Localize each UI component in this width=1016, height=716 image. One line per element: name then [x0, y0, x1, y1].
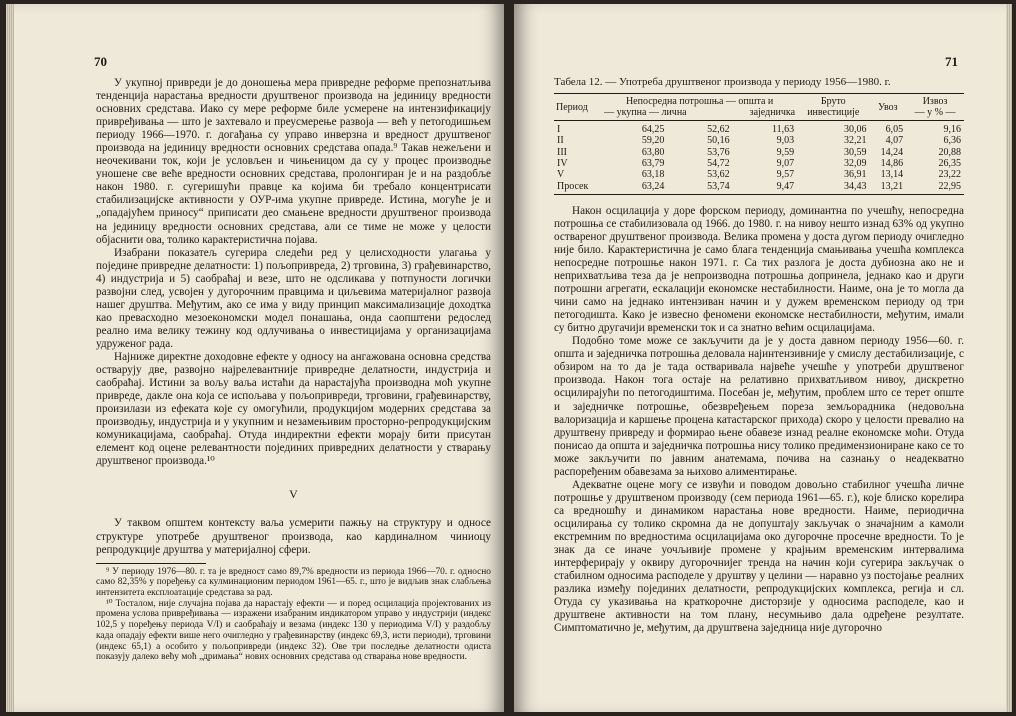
header-investment: инвестиције	[807, 107, 860, 119]
cell-export: 23,22	[938, 169, 961, 181]
cell-total: 63,18	[641, 169, 665, 181]
header-gross: Бруто	[820, 96, 846, 108]
cell-joint: 11,63	[771, 124, 795, 136]
footnote-rule	[96, 563, 206, 564]
page-number: 71	[945, 54, 958, 69]
left-page	[14, 4, 504, 712]
cell-invest: 30,59	[843, 146, 867, 158]
header-gross-investment	[797, 94, 869, 121]
cell-joint: 9,03	[776, 135, 795, 147]
cell-export: 22,95	[906, 181, 964, 195]
paragraph: Најниже директне доходовне ефекте у односу на ангажована основна средства остварују две, развојно најрелевантније привредне делатности, индустрија и саобраћај. Истини за вољу ваља истаћи да нарастајућа производна моћ укупне привреде, дакле она која се испољава у пољопривреди, трговини, грађевинарству, произилази из ефеката које су омогућили, продукцијом модерних средстава за производњу, индустрија и у укупним и незамењивим просторно-репродукцијским комуникацијама, саобраћај. Отуда индиректни ефекти морају бити присутан елемент код оцене релевантности појединих привредних делатности у стварању друштвеног производа.¹⁰	[96, 350, 491, 468]
header-export: Извоз	[922, 96, 948, 108]
cell-import: 14,86	[880, 157, 904, 169]
table-caption: Табела 12. — Употреба друштвеног производа у периоду 1956—1980. г.	[554, 76, 891, 88]
cell-personal: 52,62	[707, 124, 730, 136]
table-header-row	[554, 94, 964, 121]
cell-total: 59,20	[641, 135, 665, 147]
table-row	[554, 158, 964, 169]
cell-import: 14,24	[880, 146, 904, 158]
header-direct-top: Непосредна потрошња — општа и	[625, 96, 774, 108]
cell-export: 6,36	[943, 135, 961, 147]
cell-total: 64,25	[641, 124, 665, 136]
table-row	[554, 147, 964, 158]
cell-invest: 30,06	[843, 124, 867, 136]
paragraph: Подобно томе може се закључити да је у доста давном периоду 1956—60. г. општа и заједничка потрошња деловала најинтензивније у смислу дестабилизације, с обзиром на то да је тада остваривала највеће учешће у употреби друштвеног производа. Након тога остаје на релативно прихватљивом нивоу, дискретно осцилирајући по петогодиштима. Посебан је, међутим, проблем што се терет опште и заједничке потрошње, обезвређењем пореза земљорадника (недовољна валоризација и каршење процена катастарског прихода) скоро у целости превалио на друштвену привреду и формирао њене обавезе изнад реалне економске моћи. Отуда понисао да општа и заједничка потрошња нису толико предимензиониране како се то може закључити по јавним анатемама, почива на сазнању о неадекватно распоређеним обавезама за њихово алиментирање.	[554, 335, 964, 478]
footnote: ¹⁰ Тосталом, није случајна појава да нарастају ефекти — и поред осцилација пројектованих из промена услова привређивања — изражени изабраним индикатором управо у индустрији (индекс 102,5 у поређењу периода V/I) и саобраћају и везама (индекс 130 у периодима V/I) у раздобљу када опадају ефекти више него очигледно у грађевинарству (индекс 69,3, исти периоди), трговини (индекс 65,1) а особито у пољопривреди (индекс 32). Ове три последње делатности одиста показују далеко већу моћ „дримања“ нових основних средстава од стварања нове вредности.	[96, 598, 491, 663]
header-import: Увоз	[869, 94, 906, 121]
cell-personal: 50,16	[707, 135, 730, 147]
cell-import: 13,21	[869, 181, 906, 195]
paragraph: Изабрани показатељ сугерира следећи ред у целисходности улагања у поједине привредне делатности: 1) пољопривреда, 2) трговина, 3) грађевинарство, 4) индустрија и 5) саобраћај и везе, што не одсликава у потпуности логички развојни след, усвојен у дугорочним правцима и циљевима материјалног развоја нашег друштва. Међутим, ако се има у виду принцип максимализације доходтка као превасходно мезоекономски модел понашања, онда саопштени редослед реално има велику тежину код одлучивања о инвестицијама у организацијама удруженог рада.	[96, 246, 491, 350]
paragraph: Адекватне оцене могу се извући и поводом довољно стабилног учешћа личне потрошње у друштвеном производу (сем периода 1961—65. г.), које блиско корелира са вредношћу и динамиком нарастања нове вредности. Наиме, периодична осцилирања су толико скромна да не допуштају закључак о значајним а камоли екстремним по вредностима осцилацијама око дугорочне просечне вредности. То је знак да се иначе уочљивије промене у крајњим временским интервалима интерферирају у оквиру дугорочнијег тренда на начин који сугерира закључак о стабилном односима расподеле у друштву у целини — наравно уз постојање реалних разлика између појединих делатности, репродукцијских комплекса, регија и сл. Отуда су указивања на краткорочне дисторзије у односима расподеле, као и друштвене активности на том плану, несумњиво дала одређене резултате. Симптоматично је, међутим, да друштвена заједница није дугорочно	[554, 478, 964, 635]
header-joint: заједничка	[749, 107, 796, 119]
cell-import: 13,14	[880, 169, 904, 181]
left-page-body	[96, 77, 491, 663]
right-page-body	[554, 76, 964, 635]
cell-total: 63,79	[641, 157, 665, 169]
cell-personal: 53,76	[707, 146, 730, 158]
left-page-edge	[6, 4, 14, 712]
cell-joint: 9,59	[776, 146, 795, 158]
header-export-cell	[906, 94, 964, 121]
cell-personal: 54,72	[707, 157, 730, 169]
cell-import: 4,07	[885, 135, 904, 147]
table-row	[554, 181, 964, 195]
cell-personal: 53,62	[707, 169, 730, 181]
cell-export: 26,35	[938, 157, 961, 169]
footnote: ⁹ У периоду 1976—80. г. та је вредност само 89,7% вредности из периода 1966—70. г. односно само 82,35% у поређењу са кулминационим периодом 1961—65. г., што је видљив знак слабљења интензитета експлоатације средстава за рад.	[96, 566, 491, 598]
cell-invest: 34,43	[797, 181, 869, 195]
page-number: 70	[94, 54, 107, 69]
cell-period: I	[557, 124, 561, 136]
header-export-unit: — у % —	[914, 107, 956, 119]
section-heading: V	[289, 487, 298, 502]
cell-period: V	[557, 169, 565, 181]
table-row	[554, 135, 964, 146]
consumption-table	[554, 93, 964, 195]
right-page	[514, 4, 1006, 712]
cell-total: 63,80	[641, 146, 665, 158]
paragraph: Након осцилација у доре форском периоду, доминантна по учешћу, непосредна потрошња се стабилизовала од 1966. до 1980. г. на нивоу нешто изнад 63% од укупно оствареног друштвеног производа. Велика промена у доста дугом периоду очигледно није било. Карактеристична је само блага тенденција смањивања учешћа комплекса непосредне потрошње након 1971. г. Са тих разлога је доста дубиозна ако не и неприхватљива теза да је непроизводна потрошња допринела, једнако као и други потрошни агрегати, ескалацији економске нестабилности. Наиме, она је то могла да чини само на једнако интензиван начин и у дужем временском периоду од три петогодишта. Како је извесно феномени економске нестабилности, међутим, имали су битно другачији временски ток и са знатно већим осцилацијама.	[554, 204, 964, 335]
cell-import: 6,05	[885, 124, 904, 136]
cell-invest: 32,21	[843, 135, 867, 147]
cell-personal: 53,74	[667, 181, 732, 195]
cell-export: 9,16	[943, 124, 961, 136]
cell-joint: 9,47	[733, 181, 797, 195]
cell-period: II	[557, 135, 564, 147]
cell-export: 20,88	[938, 146, 961, 158]
cell-joint: 9,07	[776, 157, 795, 169]
header-period: Период	[554, 94, 602, 121]
table-row	[554, 121, 964, 136]
table-row	[554, 169, 964, 180]
header-personal: — укупна — лична	[604, 107, 687, 119]
cell-period: IV	[557, 157, 568, 169]
cell-invest: 36,91	[843, 169, 867, 181]
paragraph: У таквом општем контексту ваља усмерити пажњу на структуру и односе структуре употребе друштвеног производа, као кардиналном чиниоцу репродукције друштва у материјалној сфери.	[96, 517, 491, 556]
header-direct-consumption	[602, 94, 797, 121]
cell-total: 63,24	[602, 181, 667, 195]
paragraph: У укупној привреди је до доношења мера привредне реформе препознатљива тенденција нарастања вредности друштвеног производа на јединицу вредности основних средстава. Иако су мере реформе биле усмерене на интензификацију привређивања — што је захтевало и преусмерење развоја — већ у петогодишњем периоду 1966—1970. г. догађања су управо инверзна и вредност друштвеног производа на јединицу вредности основних средстава опада.⁹ Такав нежељени и неочекивани ток, који је условљен и чињеницом да су у процес производње уношене све веће вредности основних средстава, пролонгиран је и на раздобље након 1980. г. сугеришући правце ка којима би требало концентрисати стабилизацијске активности у ОУР-има укупне привреде. Истина, могуће је и „опадајућем приносу“ приписати део смањене вредности друштвеног производа на јединицу вредности основних средстава, али се тиме не може у целости објаснити ова, толико карактеристична појава.	[96, 77, 491, 246]
cell-invest: 32,09	[843, 157, 867, 169]
cell-joint: 9,57	[776, 169, 795, 181]
cell-period: Просек	[554, 181, 602, 195]
cell-period: III	[557, 146, 567, 158]
